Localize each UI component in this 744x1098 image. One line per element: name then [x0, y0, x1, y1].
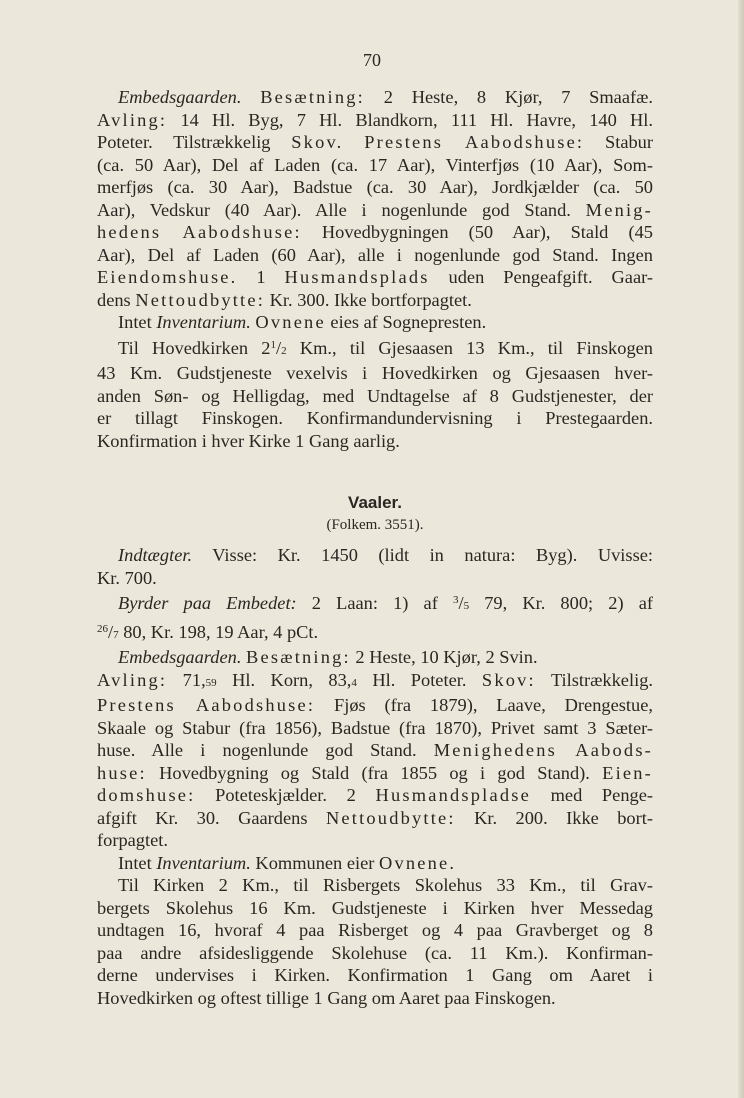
text-line: forpagtet.	[97, 830, 168, 850]
text-line: Eiendomshuse. 1 Husmandsplads uden Pengeafgift. Gaar-	[97, 267, 653, 287]
page-edge	[738, 0, 744, 1098]
text-line: er tillagt Finskogen. Konfirmandundervisning i Prestegaarden.	[97, 408, 653, 428]
text-line: bergets Skolehus 16 Km. Gudstjeneste i Kirken hver Messedag	[97, 897, 653, 918]
page-number: 70	[363, 50, 381, 70]
section-subheading: (Folkem. 3551).	[326, 517, 424, 533]
text-line: dens Nettoudbytte: Kr. 300. Ikke bortforpagtet.	[97, 289, 472, 310]
text-line: Avling: 14 Hl. Byg, 7 Hl. Blandkorn, 111 Hl. Havre, 140 Hl.	[97, 109, 653, 130]
text-line: (ca. 50 Aar), Del af Laden (ca. 17 Aar), Vinterfjøs (10 Aar), Som-	[97, 154, 653, 175]
text-line: Avling: 71,59 Hl. Korn, 83,4 Hl. Poteter. Skov: Tilstrækkelig.	[97, 669, 653, 690]
text-line: $^{26}$/7 80, Kr. 198, 19 Aar, 4 pCt.	[97, 621, 319, 642]
text-line: paa andre afsidesliggende Skolehuse (ca. 11 Km.). Konfirman-	[97, 942, 653, 963]
text-line: Skaale og Stabur (fra 1856), Badstue (fra 1870), Privet samt 3 Sæter-	[97, 717, 653, 738]
text-line: Til Kirken 2 Km., til Risbergets Skolehus 33 Km., til Grav-	[118, 875, 653, 895]
text-line: derne undervises i Kirken. Konfirmation 1 Gang om Aaret i	[97, 965, 653, 985]
text-line: Intet Inventarium. Kommunen eier Ovnene.	[118, 852, 457, 873]
text-line: huse: Hovedbygning og Stald (fra 1855 og i god Stand). Eien-	[97, 762, 653, 783]
text-line: Til Hovedkirken $2^1/2$ Km., til Gjesaasen 13 Km., til Finskogen	[118, 337, 653, 358]
text-line: huse. Alle i nogenlunde god Stand. Menighedens Aabods-	[97, 740, 654, 760]
text-line: afgift Kr. 30. Gaardens Nettoudbytte: Kr. 200. Ikke bort-	[97, 807, 653, 828]
text-line: Aar), Vedskur (40 Aar). Alle i nogenlunde god Stand. Menig-	[97, 199, 653, 220]
text-line: hedens Aabodshuse: Hovedbygningen (50 Aar), Stald (45	[97, 222, 653, 242]
text-line: Embedsgaarden. Besætning: 2 Heste, 10 Kjør, 2 Svin.	[118, 647, 538, 667]
text-line: Kr. 700.	[97, 567, 157, 588]
text-line: undtagen 16, hvoraf 4 paa Risberget og 4 paa Gravberget og 8	[97, 920, 653, 940]
text-line: Intet Inventarium. Ovnene eies af Sognepresten.	[118, 312, 487, 332]
text-line: domshuse: Poteteskjælder. 2 Husmandspladse med Penge-	[97, 785, 653, 805]
text-line: 43 Km. Gudstjeneste vexelvis i Hovedkirken og Gjesaasen hver-	[97, 363, 653, 383]
text-line: Aar), Del af Laden (60 Aar), alle i nogenlunde god Stand. Ingen	[97, 244, 653, 265]
text-line: Hovedkirken og oftest tillige 1 Gang om Aaret paa Finskogen.	[97, 987, 556, 1008]
text-line: Prestens Aabodshuse: Fjøs (fra 1879), Laave, Drengestue,	[97, 695, 653, 715]
text-line: Byrder paa Embedet: 2 Laan: 1) af $^3$/5 79, Kr. 800; 2) af	[118, 593, 653, 613]
page-body	[97, 86, 653, 1009]
text-line: Embedsgaarden. Besætning: 2 Heste, 8 Kjør, 7 Smaafæ.	[118, 87, 653, 107]
text-line: merfjøs (ca. 30 Aar), Badstue (ca. 30 Aar), Jordkjælder (ca. 50	[97, 177, 653, 197]
text-line: Indtægter. Visse: Kr. 1450 (lidt in natura: Byg). Uvisse:	[118, 545, 653, 565]
text-line: anden Søn- og Helligdag, med Undtagelse af 8 Gudstjenester, der	[97, 385, 653, 406]
text-line: Konfirmation i hver Kirke 1 Gang aarlig.	[97, 430, 400, 451]
section-heading: Vaaler.	[348, 493, 402, 512]
text-line: Poteter. Tilstrækkelig Skov. Prestens Aabodshuse: Stabur	[97, 132, 654, 152]
